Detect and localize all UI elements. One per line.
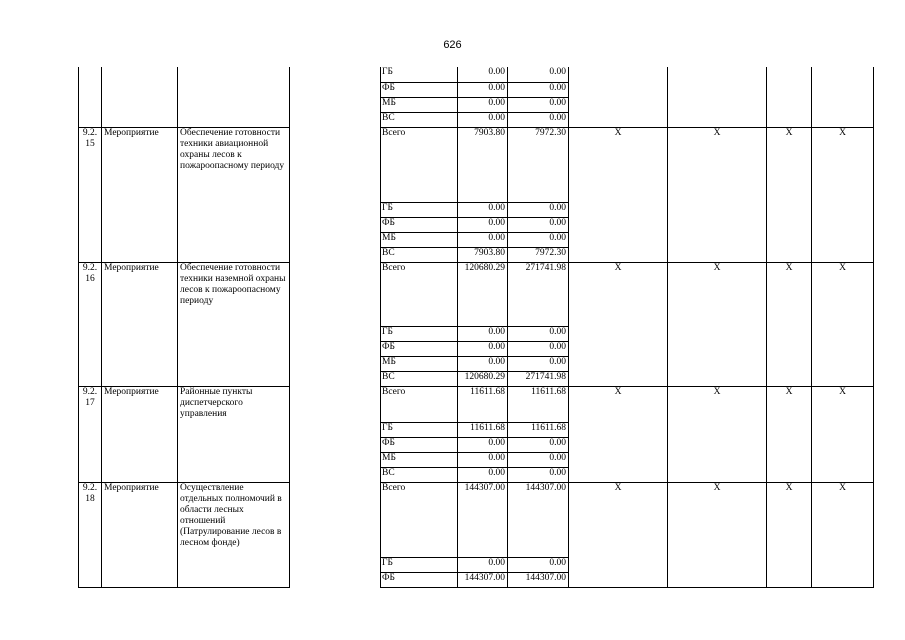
item-number: 9.2.18 [79,482,102,587]
funding-source: ГБ [381,202,458,217]
table-row [79,67,874,82]
x-mark: Х [668,386,767,482]
amount-1: 144307.00 [458,482,508,557]
item-number: 9.2.16 [79,262,102,386]
item-type: Мероприятие [102,262,178,386]
item-description: Районные пункты диспетчерского управления [178,386,290,482]
funding-source: ГБ [381,557,458,572]
gap-cell [290,67,381,127]
funding-source: МБ [381,97,458,112]
item-description: Обеспечение готовности техники наземной охраны лесов к пожароопасному периоду [178,262,290,386]
table-row [79,262,874,326]
item-number: 9.2.17 [79,386,102,482]
funding-source: ФБ [381,82,458,97]
gap-cell [290,262,381,386]
amount-2: 7972.30 [508,127,569,202]
amount-2: 0.00 [508,341,569,356]
page-number: 626 [443,39,462,51]
table-row [79,482,874,557]
funding-source: ФБ [381,341,458,356]
x-mark: Х [812,127,874,262]
amount-1: 0.00 [458,97,508,112]
program-budget-table [78,67,874,588]
amount-1: 0.00 [458,557,508,572]
item-description: Обеспечение готовности техники авиационной охраны лесов к пожароопасному периоду [178,127,290,262]
x-mark: Х [767,386,812,482]
amount-1: 120680.29 [458,262,508,326]
amount-2: 271741.98 [508,371,569,386]
item-type: Мероприятие [102,386,178,482]
amount-2: 144307.00 [508,572,569,587]
x-mark: Х [767,127,812,262]
amount-2: 144307.00 [508,482,569,557]
x-mark: Х [569,262,668,386]
amount-1: 144307.00 [458,572,508,587]
funding-source: ГБ [381,67,458,82]
amount-1: 0.00 [458,356,508,371]
gap-cell [290,386,381,482]
x-mark: Х [767,482,812,587]
funding-source: Всего [381,482,458,557]
x-mark: Х [812,386,874,482]
amount-2: 7972.30 [508,247,569,262]
x-mark: Х [767,262,812,386]
amount-2: 0.00 [508,97,569,112]
amount-2: 0.00 [508,557,569,572]
table-row [79,127,874,202]
x-mark: Х [812,482,874,587]
amount-1: 120680.29 [458,371,508,386]
carry-over-cell [102,67,178,127]
carry-over-cell [79,67,102,127]
amount-1: 11611.68 [458,422,508,437]
amount-1: 0.00 [458,467,508,482]
empty-cell [569,67,668,127]
amount-1: 0.00 [458,452,508,467]
amount-1: 0.00 [458,202,508,217]
amount-1: 0.00 [458,326,508,341]
item-type: Мероприятие [102,127,178,262]
amount-1: 0.00 [458,112,508,127]
funding-source: ВС [381,247,458,262]
funding-source: ФБ [381,217,458,232]
x-mark: Х [569,386,668,482]
funding-source: ГБ [381,326,458,341]
amount-1: 0.00 [458,217,508,232]
funding-source: МБ [381,452,458,467]
funding-source: МБ [381,356,458,371]
x-mark: Х [668,482,767,587]
empty-cell [767,67,812,127]
amount-2: 0.00 [508,452,569,467]
amount-2: 0.00 [508,67,569,82]
funding-source: ФБ [381,572,458,587]
empty-cell [812,67,874,127]
empty-cell [668,67,767,127]
amount-1: 0.00 [458,232,508,247]
gap-cell [290,127,381,262]
amount-2: 0.00 [508,232,569,247]
amount-1: 7903.80 [458,127,508,202]
x-mark: Х [668,262,767,386]
funding-source: ФБ [381,437,458,452]
item-description: Осуществление отдельных полномочий в области лесных отношений (Патрулирование лесов в лесном фонде) [178,482,290,587]
amount-1: 0.00 [458,82,508,97]
amount-2: 0.00 [508,217,569,232]
amount-2: 0.00 [508,326,569,341]
funding-source: МБ [381,232,458,247]
amount-2: 0.00 [508,356,569,371]
amount-1: 11611.68 [458,386,508,422]
funding-source: ВС [381,112,458,127]
amount-2: 0.00 [508,437,569,452]
amount-1: 0.00 [458,437,508,452]
x-mark: Х [569,127,668,262]
x-mark: Х [569,482,668,587]
funding-source: Всего [381,127,458,202]
amount-1: 0.00 [458,341,508,356]
amount-2: 11611.68 [508,422,569,437]
funding-source: ВС [381,467,458,482]
funding-source: Всего [381,386,458,422]
item-type: Мероприятие [102,482,178,587]
amount-2: 0.00 [508,202,569,217]
gap-cell [290,482,381,587]
amount-2: 0.00 [508,112,569,127]
amount-2: 271741.98 [508,262,569,326]
amount-1: 0.00 [458,67,508,82]
funding-source: ГБ [381,422,458,437]
x-mark: Х [668,127,767,262]
x-mark: Х [812,262,874,386]
amount-2: 0.00 [508,467,569,482]
amount-1: 7903.80 [458,247,508,262]
amount-2: 0.00 [508,82,569,97]
table-row [79,386,874,422]
item-number: 9.2.15 [79,127,102,262]
funding-source: Всего [381,262,458,326]
carry-over-cell [178,67,290,127]
funding-source: ВС [381,371,458,386]
amount-2: 11611.68 [508,386,569,422]
